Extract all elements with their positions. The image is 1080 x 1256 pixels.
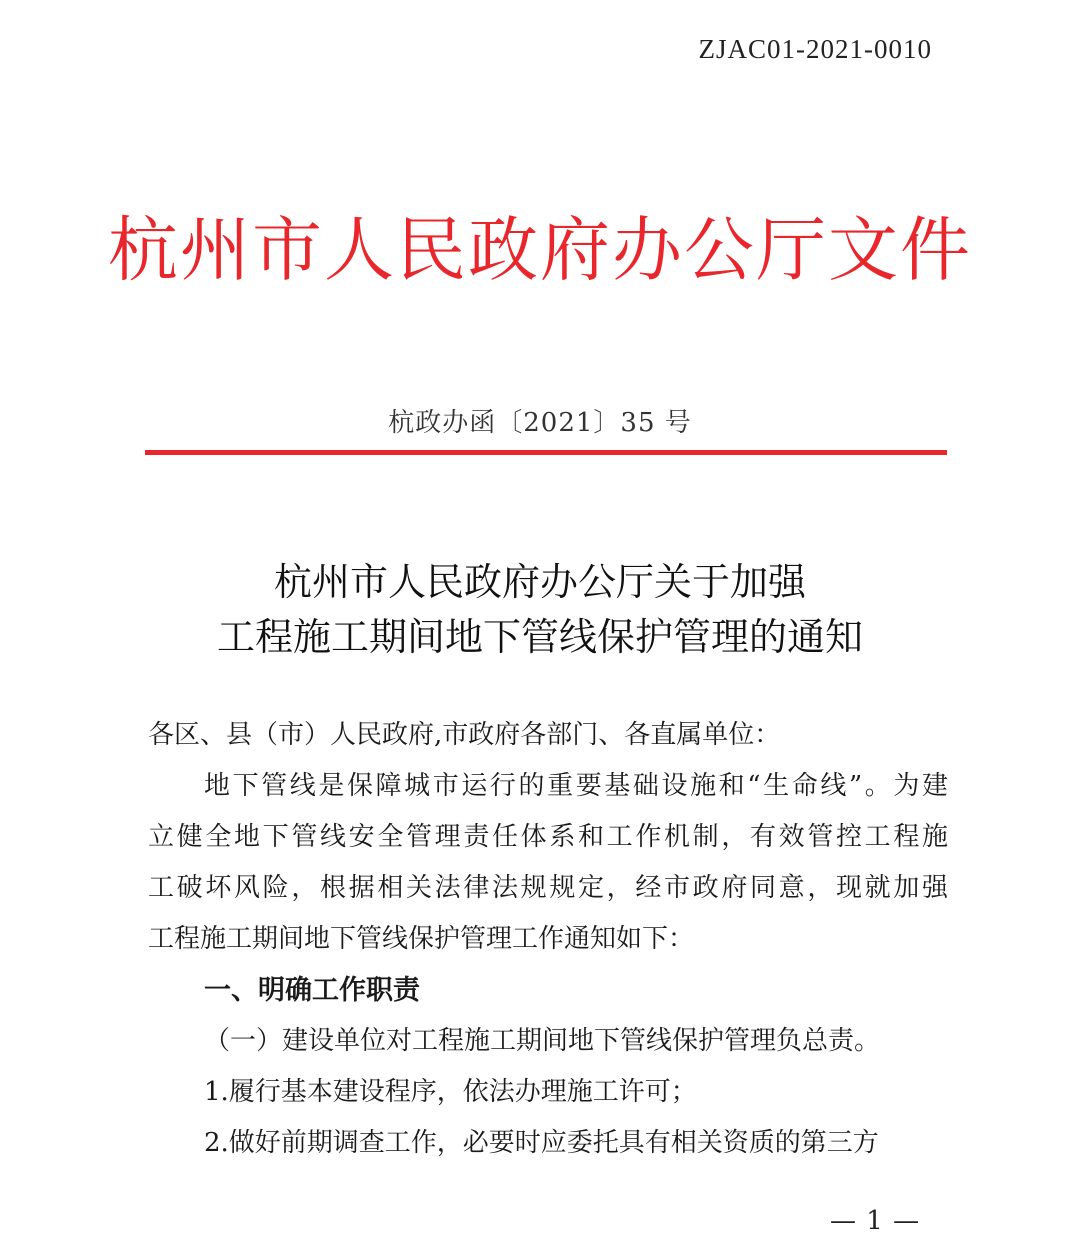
document-title-line-2: 工程施工期间地下管线保护管理的通知: [216, 615, 863, 659]
document-title: [0, 555, 1080, 665]
paragraph-line: 工破坏风险，根据相关法律法规规定，经市政府同意，现就加强: [148, 873, 948, 903]
subsection-heading: （一）建设单位对工程施工期间地下管线保护管理负总责。: [204, 1026, 881, 1056]
page-number: — 1 —: [830, 1206, 921, 1236]
section-heading: 一、明确工作职责: [204, 975, 420, 1006]
document-code: ZJAC01-2021-0010: [698, 34, 932, 64]
document-body: [148, 710, 948, 1169]
masthead-title: 杭州市人民政府办公厅文件: [108, 209, 972, 291]
paragraph-line: 立健全地下管线安全管理责任体系和工作机制，有效管控工程施: [148, 822, 948, 852]
addressee: 各区、县（市）人民政府,市政府各部门、各直属单位：: [148, 720, 781, 750]
list-item: 1.履行基本建设程序，依法办理施工许可；: [204, 1077, 697, 1107]
list-item: 2.做好前期调查工作，必要时应委托具有相关资质的第三方: [204, 1128, 879, 1158]
file-number: 杭政办函〔2021〕35 号: [388, 408, 692, 438]
paragraph-line: 地下管线是保障城市运行的重要基础设施和“生命线”。为建: [204, 771, 948, 801]
document-title-line-1: 杭州市人民政府办公厅关于加强: [273, 560, 806, 604]
paragraph-line: 工程施工期间地下管线保护管理工作通知如下：: [148, 924, 695, 954]
red-divider-line: [145, 450, 947, 455]
